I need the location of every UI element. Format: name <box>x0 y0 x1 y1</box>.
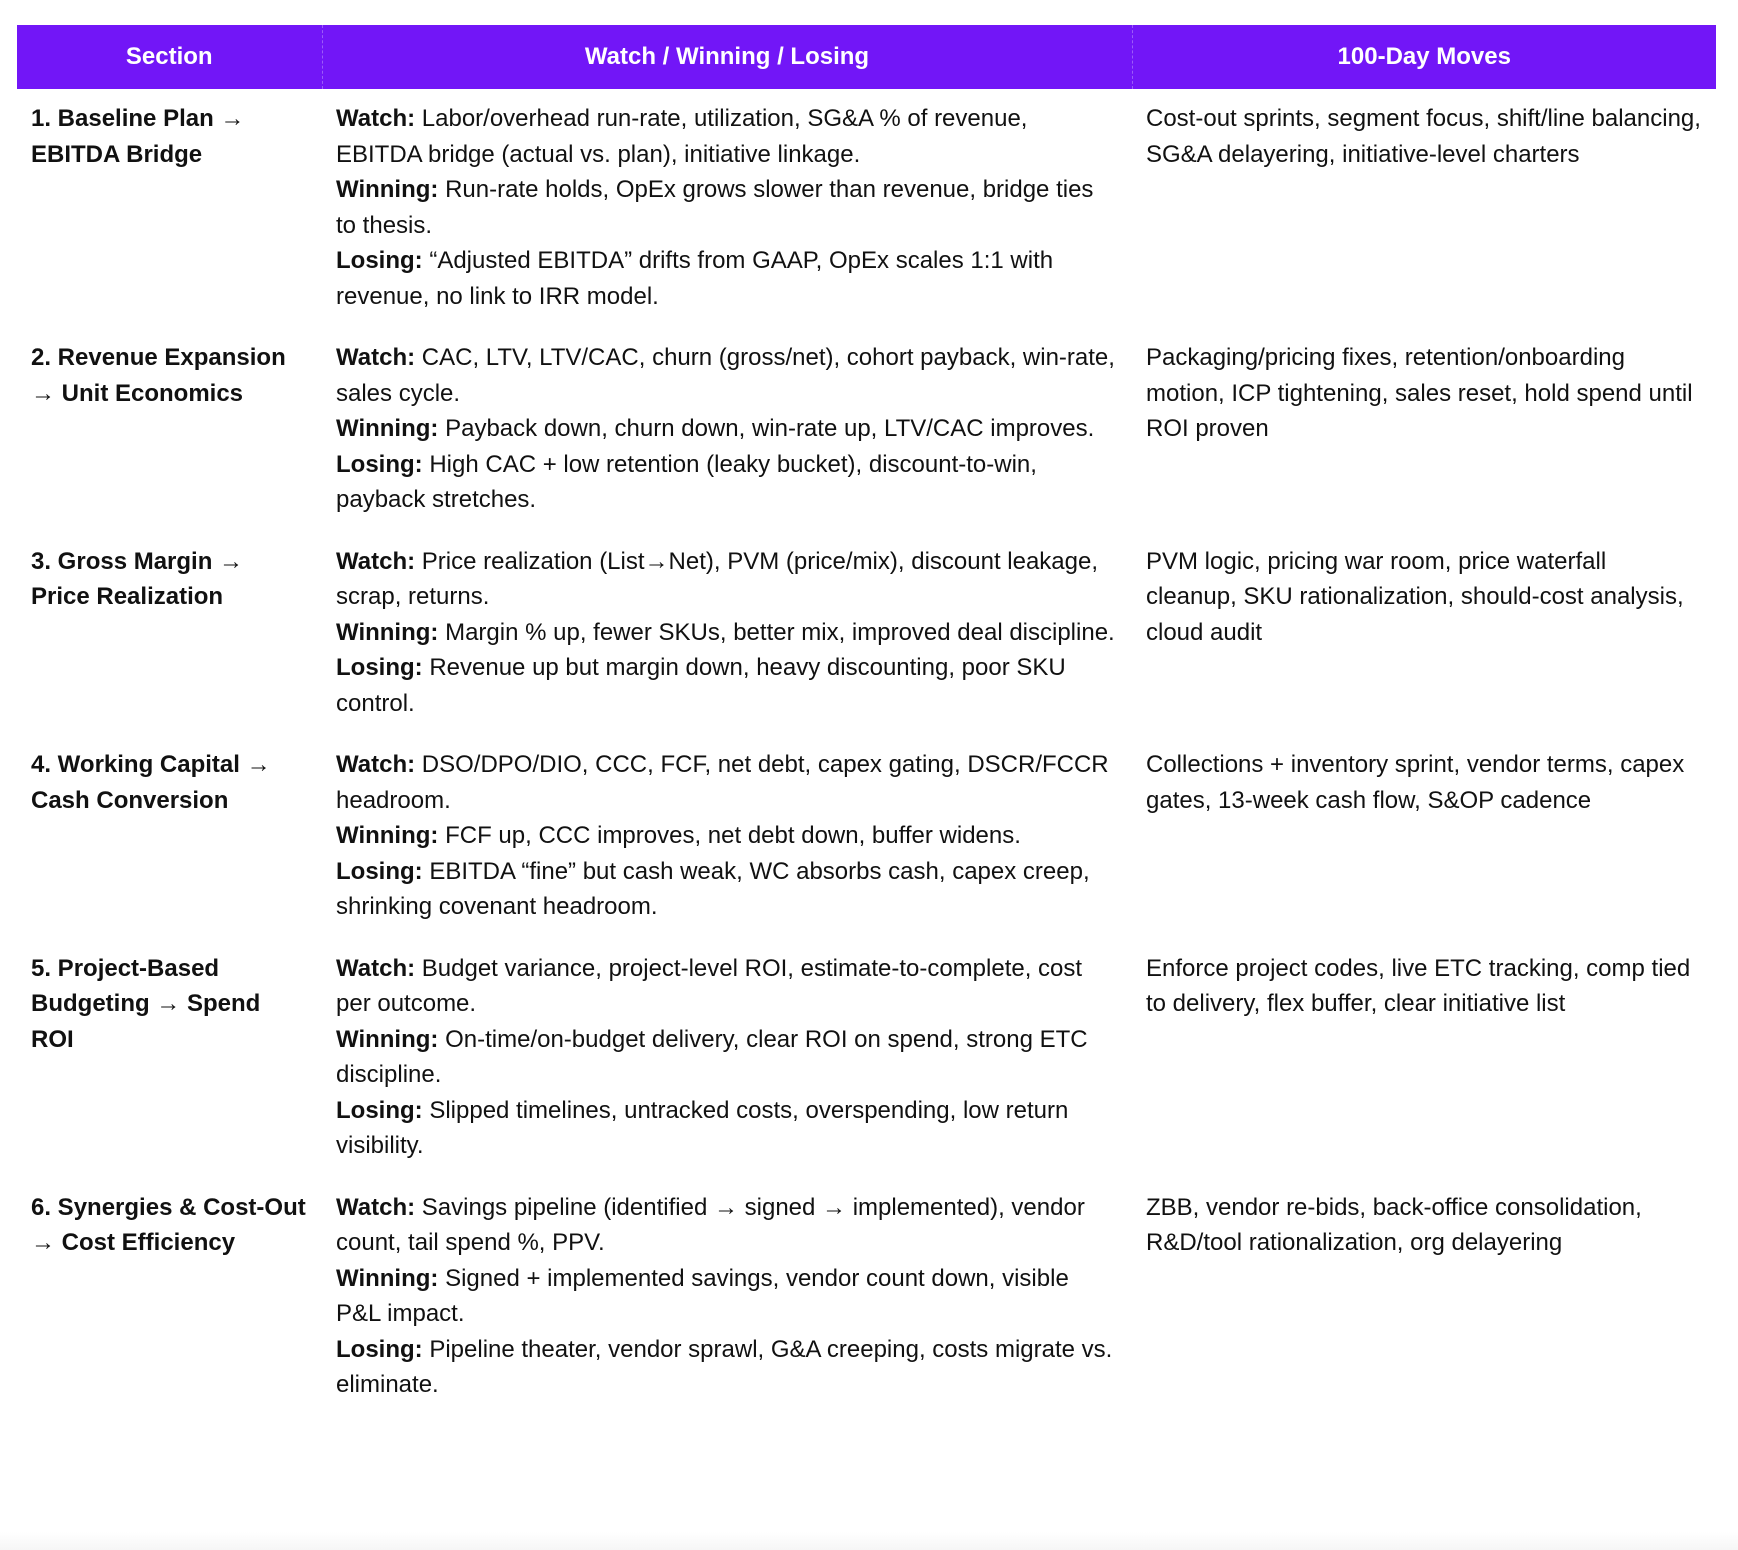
watch-winning-losing-cell <box>322 89 1132 328</box>
losing-label: Losing: <box>336 247 423 274</box>
losing-text: EBITDA “fine” but cash weak, WC absorbs cash, capex creep, shrinking covenant headroom. <box>336 857 1090 920</box>
winning-text: Run-rate holds, OpEx grows slower than revenue, bridge ties to thesis. <box>336 176 1094 239</box>
winning-line <box>336 615 1118 651</box>
winning-text: Payback down, churn down, win-rate up, LTV/CAC improves. <box>445 415 1095 442</box>
losing-text: High CAC + low retention (leaky bucket), discount-to-win, payback stretches. <box>336 450 1037 513</box>
section-cell: 1. Baseline Plan → EBITDA Bridge <box>31 105 245 168</box>
watch-text: DSO/DPO/DIO, CCC, FCF, net debt, capex gating, DSCR/FCCR headroom. <box>336 751 1109 814</box>
losing-label: Losing: <box>336 1096 423 1124</box>
header-section: Section <box>17 25 322 89</box>
watch-line <box>336 101 1118 172</box>
winning-label: Winning: <box>336 618 439 646</box>
winning-label: Winning: <box>336 415 439 442</box>
watch-label: Watch: <box>336 954 416 982</box>
section-cell: 3. Gross Margin → Price Realization <box>31 547 244 610</box>
section-cell: 2. Revenue Expansion → Unit Economics <box>31 344 286 407</box>
losing-line <box>336 1093 1118 1164</box>
losing-line <box>336 243 1118 314</box>
winning-line <box>336 1261 1118 1332</box>
losing-line <box>336 447 1118 518</box>
watch-text: Labor/overhead run-rate, utilization, SG&A % of revenue, EBITDA bridge (actual vs. plan), initiative linkage. <box>336 105 1028 168</box>
winning-line <box>336 172 1118 243</box>
losing-line <box>336 650 1118 721</box>
watch-label: Watch: <box>336 105 416 132</box>
watch-label: Watch: <box>336 547 416 575</box>
watch-line <box>336 747 1118 818</box>
losing-text: Slipped timelines, untracked costs, overspending, low return visibility. <box>336 1096 1069 1159</box>
moves-cell: Cost-out sprints, segment focus, shift/line balancing, SG&A delayering, initiative-level charters <box>1146 105 1701 168</box>
losing-text: Revenue up but margin down, heavy discounting, poor SKU control. <box>336 654 1066 717</box>
watch-winning-losing-cell <box>322 735 1132 939</box>
bottom-fade <box>0 1532 1738 1550</box>
losing-label: Losing: <box>336 654 423 681</box>
watch-text: Price realization (List→Net), PVM (price/mix), discount leakage, scrap, returns. <box>336 547 1099 610</box>
winning-line <box>336 1022 1118 1093</box>
winning-text: Margin % up, fewer SKUs, better mix, improved deal discipline. <box>445 618 1115 646</box>
table-row <box>17 328 1716 532</box>
winning-label: Winning: <box>336 1264 439 1292</box>
watch-text: Budget variance, project-level ROI, estimate-to-complete, cost per outcome. <box>336 954 1083 1017</box>
moves-cell: Collections + inventory sprint, vendor terms, capex gates, 13-week cash flow, S&OP cadence <box>1146 751 1685 814</box>
section-cell: 4. Working Capital → Cash Conversion <box>31 751 271 814</box>
losing-text: Pipeline theater, vendor sprawl, G&A creeping, costs migrate vs. eliminate. <box>336 1335 1113 1398</box>
table-row <box>17 939 1716 1178</box>
value-creation-table <box>17 25 1716 1417</box>
watch-text: CAC, LTV, LTV/CAC, churn (gross/net), cohort payback, win-rate, sales cycle. <box>336 344 1115 407</box>
table-row <box>17 532 1716 736</box>
moves-cell: ZBB, vendor re-bids, back-office consolidation, R&D/tool rationalization, org delayering <box>1146 1193 1642 1256</box>
watch-text: Savings pipeline (identified → signed → implemented), vendor count, tail spend %, PPV. <box>336 1193 1085 1256</box>
losing-label: Losing: <box>336 450 423 478</box>
winning-label: Winning: <box>336 176 439 203</box>
losing-line <box>336 854 1118 925</box>
table-row <box>17 1178 1716 1417</box>
losing-label: Losing: <box>336 1335 423 1363</box>
moves-cell: Enforce project codes, live ETC tracking, comp tied to delivery, flex buffer, clear initiative list <box>1146 954 1691 1017</box>
table-row <box>17 735 1716 939</box>
winning-text: FCF up, CCC improves, net debt down, buffer widens. <box>445 822 1021 849</box>
moves-cell: PVM logic, pricing war room, price waterfall cleanup, SKU rationalization, should-cost analysis, cloud audit <box>1146 547 1684 646</box>
header-watch-winning-losing: Watch / Winning / Losing <box>322 25 1132 89</box>
watch-winning-losing-cell <box>322 1178 1132 1417</box>
section-cell: 5. Project-Based Budgeting → Spend ROI <box>31 954 261 1053</box>
winning-line <box>336 411 1118 447</box>
winning-line <box>336 818 1118 854</box>
losing-text: “Adjusted EBITDA” drifts from GAAP, OpEx scales 1:1 with revenue, no link to IRR model. <box>336 247 1054 310</box>
watch-line <box>336 1190 1118 1261</box>
winning-text: Signed + implemented savings, vendor count down, visible P&L impact. <box>336 1264 1069 1327</box>
section-cell: 6. Synergies & Cost-Out → Cost Efficiency <box>31 1193 306 1256</box>
watch-label: Watch: <box>336 751 416 778</box>
watch-winning-losing-cell <box>322 532 1132 736</box>
table-row <box>17 89 1716 328</box>
winning-label: Winning: <box>336 822 439 849</box>
watch-line <box>336 340 1118 411</box>
watch-label: Watch: <box>336 344 416 371</box>
losing-label: Losing: <box>336 857 423 885</box>
header-row <box>17 25 1716 89</box>
header-100-day-moves: 100-Day Moves <box>1132 25 1716 89</box>
moves-cell: Packaging/pricing fixes, retention/onboarding motion, ICP tightening, sales reset, hold spend until ROI proven <box>1146 344 1693 442</box>
watch-winning-losing-cell <box>322 328 1132 532</box>
watch-label: Watch: <box>336 1193 416 1221</box>
watch-winning-losing-cell <box>322 939 1132 1178</box>
watch-line <box>336 544 1118 615</box>
winning-text: On-time/on-budget delivery, clear ROI on spend, strong ETC discipline. <box>336 1025 1088 1088</box>
winning-label: Winning: <box>336 1025 439 1053</box>
losing-line <box>336 1332 1118 1403</box>
watch-line <box>336 951 1118 1022</box>
